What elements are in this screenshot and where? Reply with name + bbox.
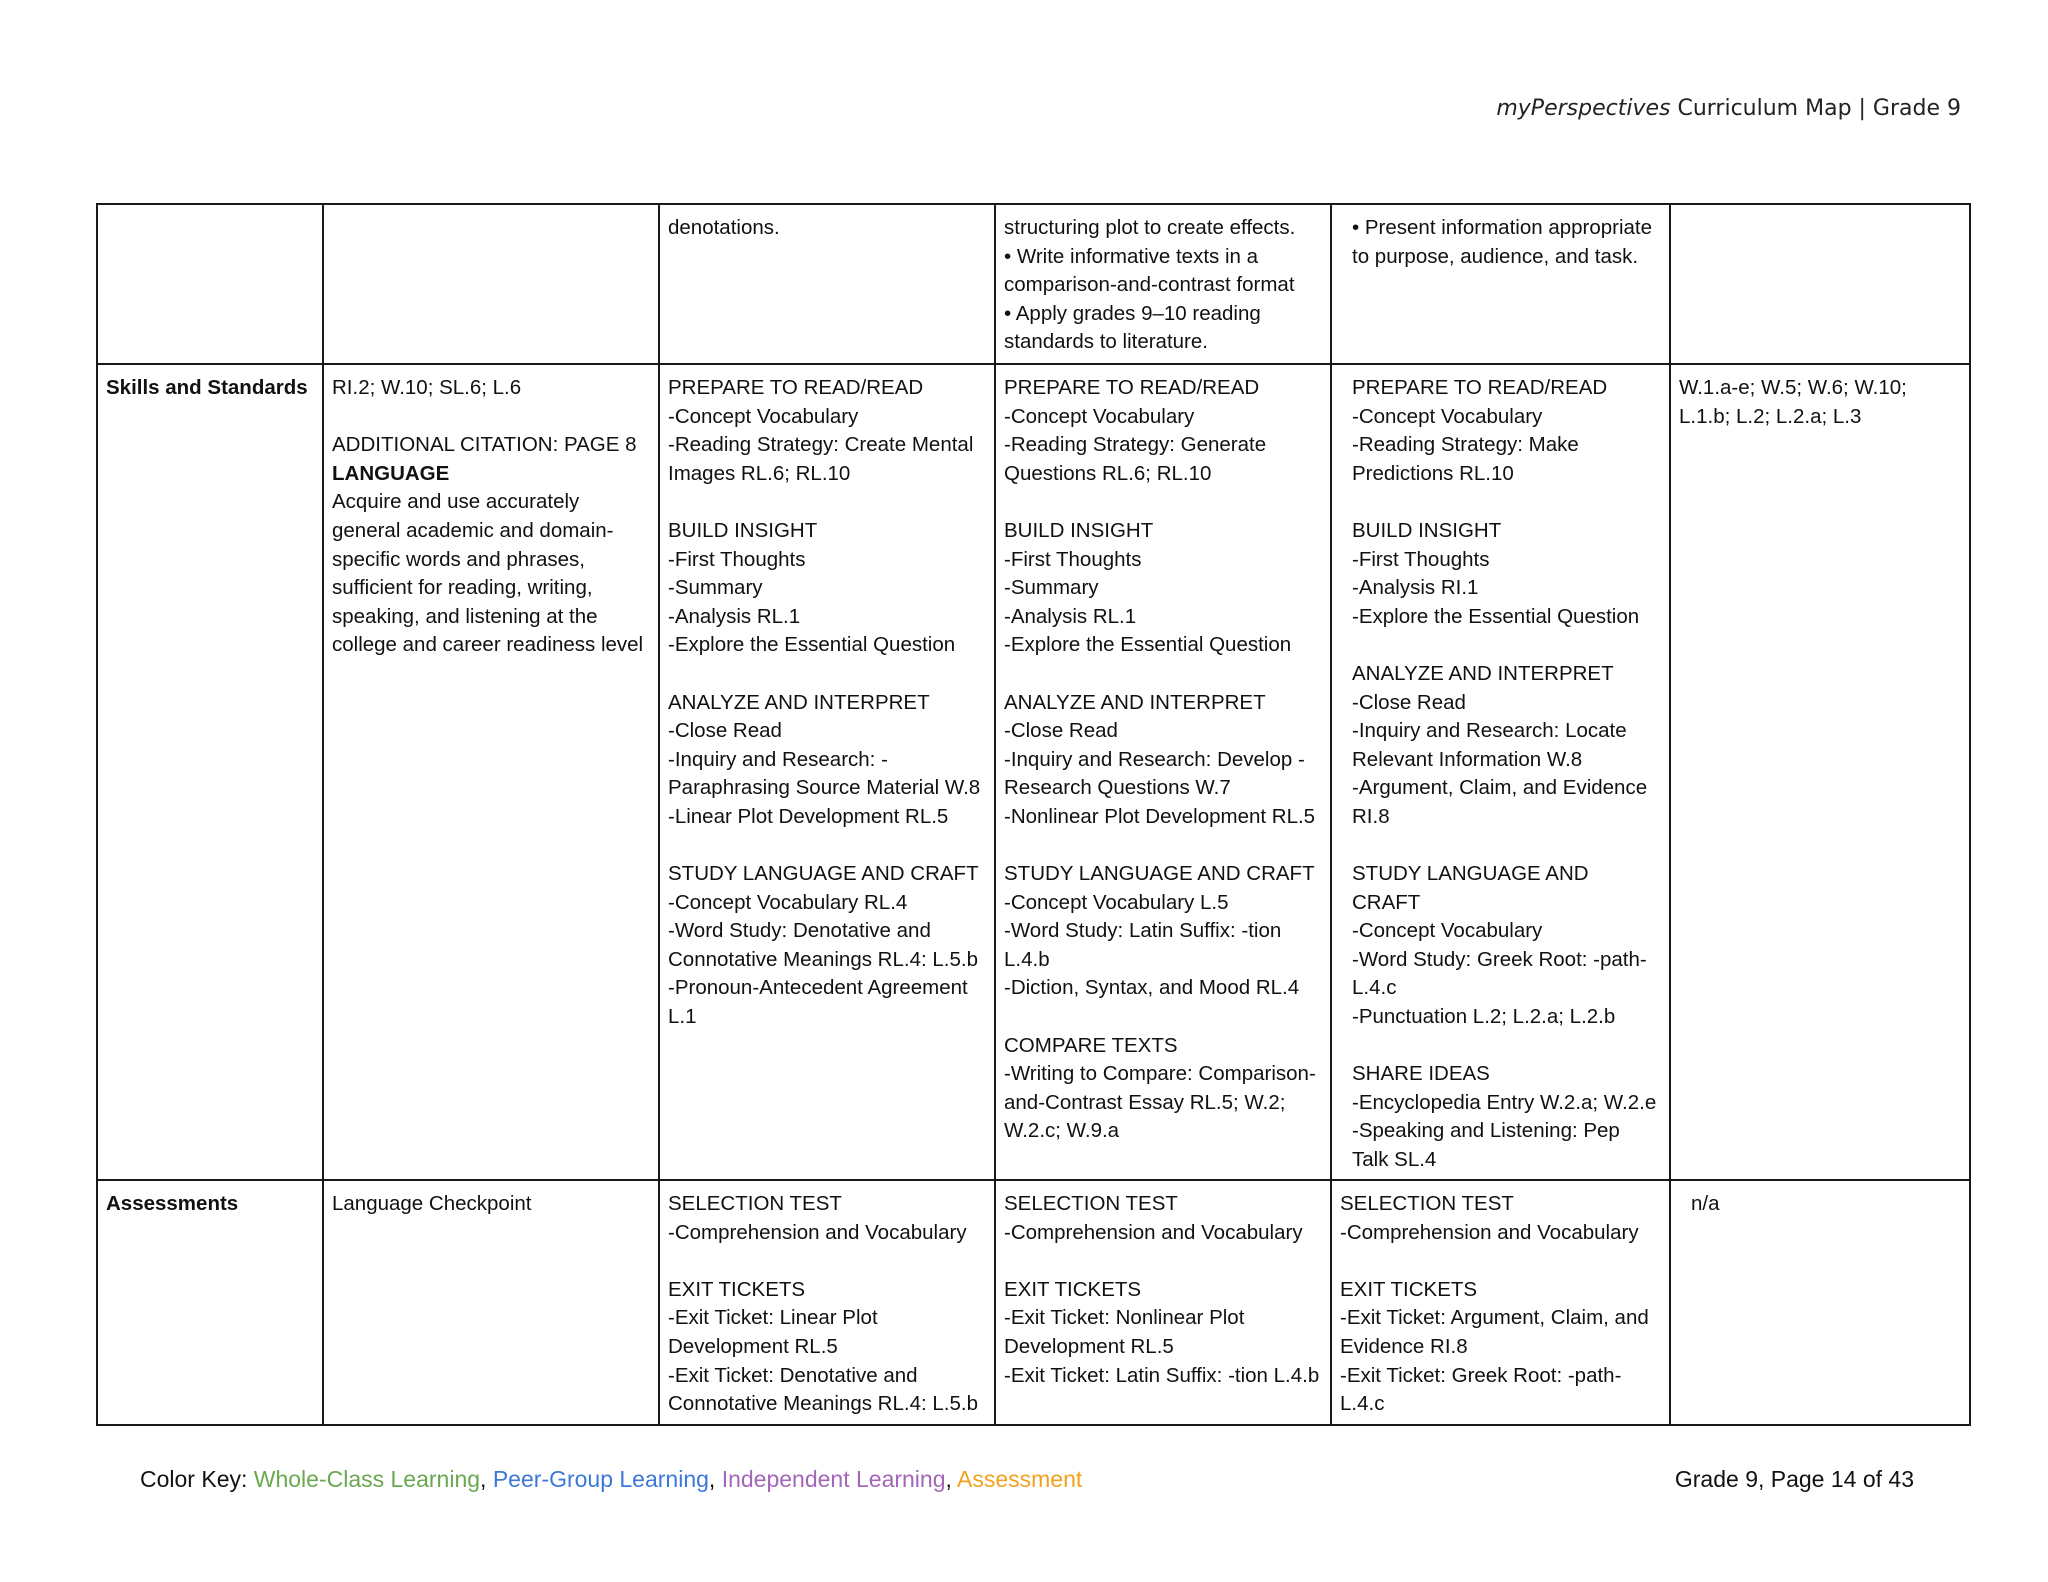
table-cell: Language Checkpoint xyxy=(323,1180,659,1425)
table-row xyxy=(97,1180,1970,1425)
table-cell: PREPARE TO READ/READ -Concept Vocabulary -Reading Strategy: Generate Questions RL.6; RL.10 BUILD INSIGHT -First Thoughts -Summary -Analysis RL.1 -Explore the Essential Question ANALYZE AND INTERPRET -Close Read -Inquiry and Research: Develop -Research Questions W.7 -Nonlinear Plot Development RL.5 STUDY LANGUAGE AND CRAFT -Concept Vocabulary L.5 -Word Study: Latin Suffix: -tion L.4.b -Diction, Syntax, and Mood RL.4 COMPARE TEXTS -Writing to Compare: Comparison-and-Contrast Essay RL.5; W.2; W.2.c; W.9.a xyxy=(995,364,1331,1180)
curriculum-map-table xyxy=(96,203,1971,1426)
table-cell: structuring plot to create effects. • Write informative texts in a comparison-and-contrast format • Apply grades 9–10 reading standards to literature. xyxy=(995,204,1331,364)
key-independent-learning: Independent Learning xyxy=(721,1466,946,1492)
key-separator: , xyxy=(480,1466,493,1492)
table-cell xyxy=(1670,204,1970,364)
row-label-skills-and-standards: Skills and Standards xyxy=(97,364,323,1180)
table-row xyxy=(97,364,1970,1180)
key-peer-group-learning: Peer-Group Learning xyxy=(492,1466,709,1492)
table-cell: denotations. xyxy=(659,204,995,364)
table-cell: n/a xyxy=(1670,1180,1970,1425)
color-key-label: Color Key: xyxy=(140,1466,254,1492)
table-cell: W.1.a-e; W.5; W.6; W.10; L.1.b; L.2; L.2.a; L.3 xyxy=(1670,364,1970,1180)
page-number: Grade 9, Page 14 of 43 xyxy=(1674,1466,1914,1492)
table-row xyxy=(97,204,1970,364)
table-cell xyxy=(323,364,659,1180)
key-separator: , xyxy=(945,1466,958,1492)
table-cell: PREPARE TO READ/READ -Concept Vocabulary -Reading Strategy: Make Predictions RL.10 BUILD INSIGHT -First Thoughts -Analysis RI.1 -Explore the Essential Question ANALYZE AND INTERPRET -Close Read -Inquiry and Research: Locate Relevant Information W.8 -Argument, Claim, and Evidence RI.8 STUDY LANGUAGE AND CRAFT -Concept Vocabulary -Word Study: Greek Root: -path- L.4.c -Punctuation L.2; L.2.a; L.2.b SHARE IDEAS -Encyclopedia Entry W.2.a; W.2.e -Speaking and Listening: Pep Talk SL.4 xyxy=(1331,364,1670,1180)
color-key xyxy=(140,1466,1082,1493)
table-cell xyxy=(97,204,323,364)
table-cell: SELECTION TEST -Comprehension and Vocabulary EXIT TICKETS -Exit Ticket: Linear Plot Development RL.5 -Exit Ticket: Denotative and Connotative Meanings RL.4: L.5.b xyxy=(659,1180,995,1425)
row-label-assessments: Assessments xyxy=(97,1180,323,1425)
header-brand: myPerspectives xyxy=(1496,96,1671,121)
page-header xyxy=(1496,96,1961,121)
cell-text: Acquire and use accurately general academic and domain-specific words and phrases, sufficient for reading, writing, speaking, and listening at the college and career readiness level xyxy=(332,490,644,657)
cell-text: RI.2; W.10; SL.6; L.6 ADDITIONAL CITATION: PAGE 8 xyxy=(332,376,637,457)
key-separator: , xyxy=(708,1466,722,1492)
table-cell: • Present information appropriate to purpose, audience, and task. xyxy=(1331,204,1670,364)
cell-heading-language: LANGUAGE xyxy=(332,461,450,485)
table-cell: PREPARE TO READ/READ -Concept Vocabulary -Reading Strategy: Create Mental Images RL.6; RL.10 BUILD INSIGHT -First Thoughts -Summary -Analysis RL.1 -Explore the Essential Question ANALYZE AND INTERPRET -Close Read -Inquiry and Research: -Paraphrasing Source Material W.8 -Linear Plot Development RL.5 STUDY LANGUAGE AND CRAFT -Concept Vocabulary RL.4 -Word Study: Denotative and Connotative Meanings RL.4: L.5.b -Pronoun-Antecedent Agreement L.1 xyxy=(659,364,995,1180)
table-cell: SELECTION TEST -Comprehension and Vocabulary EXIT TICKETS -Exit Ticket: Argument, Claim, and Evidence RI.8 -Exit Ticket: Greek Root: -path- L.4.c xyxy=(1331,1180,1670,1425)
key-whole-class-learning: Whole-Class Learning xyxy=(253,1466,481,1492)
table-cell xyxy=(323,204,659,364)
table-cell: SELECTION TEST -Comprehension and Vocabulary EXIT TICKETS -Exit Ticket: Nonlinear Plot Development RL.5 -Exit Ticket: Latin Suffix: -tion L.4.b xyxy=(995,1180,1331,1425)
key-assessment: Assessment xyxy=(957,1466,1083,1492)
header-title: Curriculum Map | Grade 9 xyxy=(1670,96,1961,121)
